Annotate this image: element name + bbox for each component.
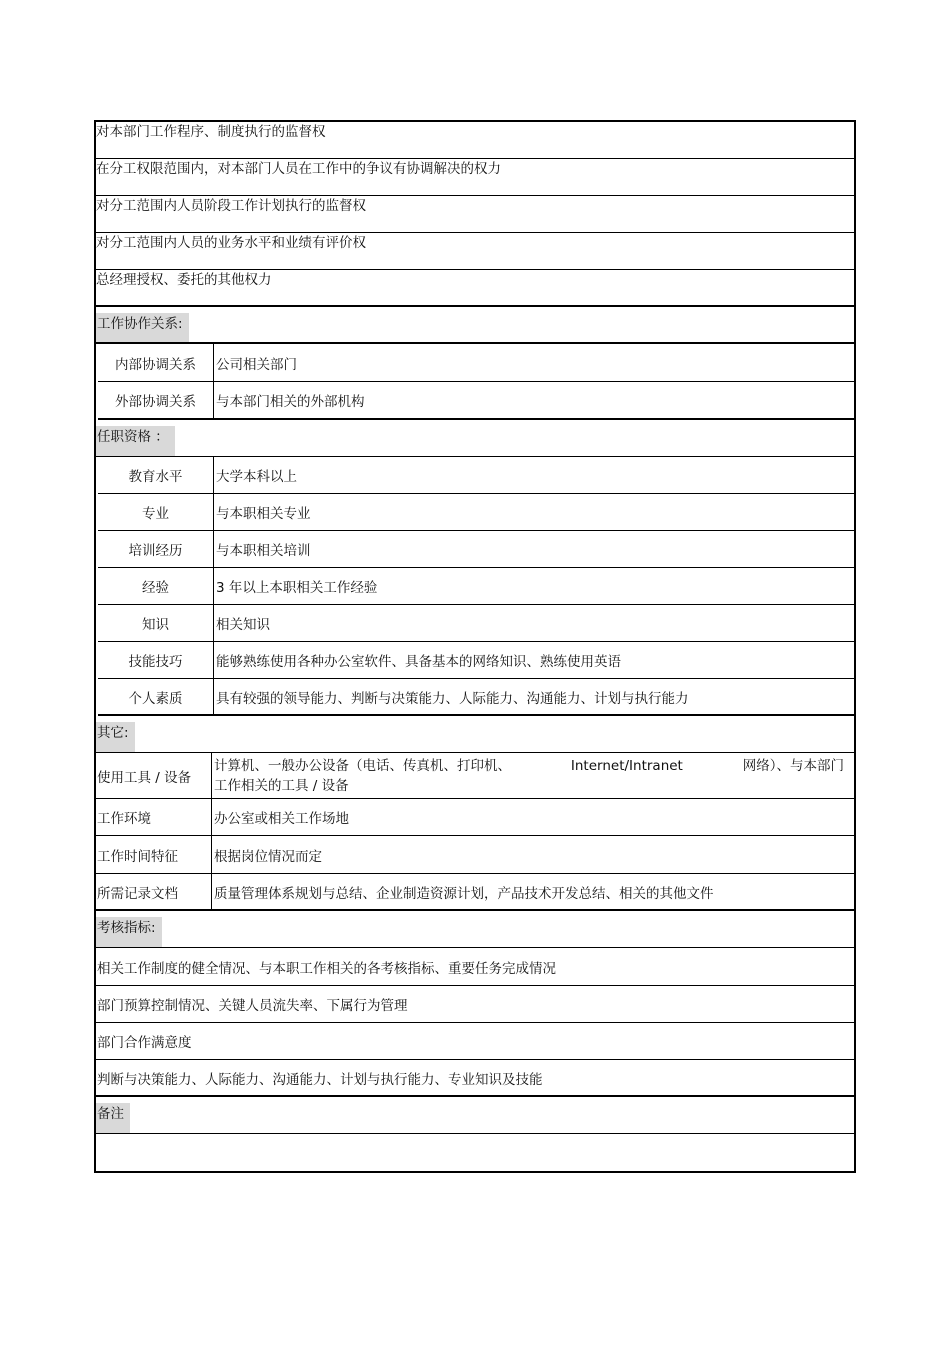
field-value [212,753,854,798]
kpi-item: 相关工作制度的健全情况、与本职工作相关的各考核指标、重要任务完成情况 [97,960,556,977]
kpi-item: 判断与决策能力、人际能力、沟通能力、计划与执行能力、专业知识及技能 [97,1071,543,1088]
kpi-row [96,1023,854,1060]
qualifications-section-header [96,420,854,457]
kpi-row [96,986,854,1023]
qualification-row [98,494,854,531]
tools-row [96,753,854,799]
section-heading: 其它: [96,722,135,752]
cooperation-section-header [96,307,854,344]
section-heading: 任职资格 ： [96,426,175,456]
authority-item: 对分工范围内人员的业务水平和业绩有评价权 [96,235,366,251]
authority-row [96,122,854,159]
authority-row [96,159,854,196]
field-value: 根据岗位情况而定 [214,848,322,865]
field-value: 3 年以上本职相关工作经验 [216,580,378,596]
field-label: 工作时间特征 [96,836,212,873]
kpi-item: 部门预算控制情况、关键人员流失率、下属行为管理 [97,998,408,1014]
field-label: 培训经历 [98,531,214,567]
authority-item: 在分工权限范围内，对本部门人员在工作中的争议有协调解决的权力 [96,161,501,177]
field-value: 相关知识 [216,617,270,633]
tools-text-part: Internet/Intranet [570,757,683,774]
field-value: 与本职相关培训 [216,543,311,559]
authority-row [96,196,854,233]
authority-item: 总经理授权、委托的其他权力 [96,272,272,288]
field-label: 个人素质 [98,679,214,714]
section-heading: 工作协作关系: [96,313,189,342]
remarks-row [96,1134,854,1171]
authority-row [96,270,854,307]
authority-row [96,233,854,270]
job-description-table [94,120,856,1173]
field-label: 使用工具 / 设备 [96,753,212,798]
section-heading: 考核指标: [96,917,162,947]
authority-item: 对本部门工作程序、制度执行的监督权 [96,124,326,140]
field-value: 与本职相关专业 [216,506,311,522]
field-value: 办公室或相关工作场地 [214,811,349,827]
field-label: 专业 [98,494,214,530]
remarks-content [96,1134,854,1171]
qualification-row [98,605,854,642]
field-value: 大学本科以上 [216,469,297,485]
field-label: 内部协调关系 [98,344,214,381]
kpi-section-header [96,911,854,948]
field-value: 与本部门相关的外部机构 [216,394,365,410]
qualification-row [98,568,854,605]
other-section-header [96,716,854,753]
cooperation-row [98,382,854,420]
tools-value-line2: 工作相关的工具 / 设备 [214,777,349,794]
field-label: 经验 [98,568,214,604]
field-label: 外部协调关系 [98,382,214,418]
cooperation-row [98,344,854,382]
qualification-row [98,679,854,716]
field-label: 技能技巧 [98,642,214,678]
tools-text-part: 网络）、与本部门 [742,757,844,774]
field-value: 质量管理体系规划与总结、企业制造资源计划，产品技术开发总结、相关的其他文件 [214,885,714,902]
field-label: 教育水平 [98,457,214,493]
qualification-row [98,531,854,568]
field-value: 具有较强的领导能力、判断与决策能力、人际能力、沟通能力、计划与执行能力 [216,690,689,707]
other-row [96,836,854,874]
section-heading: 备注 [96,1103,130,1133]
other-row [96,799,854,836]
kpi-row [96,948,854,986]
qualification-row [98,642,854,679]
remarks-section-header [96,1097,854,1134]
qualification-row [98,457,854,494]
kpi-item: 部门合作满意度 [97,1035,192,1051]
other-row [96,874,854,911]
tools-value-line1 [214,756,844,776]
authority-item: 对分工范围内人员阶段工作计划执行的监督权 [96,198,366,214]
field-value: 能够熟练使用各种办公室软件、具备基本的网络知识、熟练使用英语 [216,654,621,670]
tools-text-part: 计算机、一般办公设备（电话、传真机、打印机、 [214,757,511,774]
field-label: 所需记录文档 [96,874,212,909]
kpi-row [96,1060,854,1097]
field-label: 工作环境 [96,799,212,835]
field-label: 知识 [98,605,214,641]
field-value: 公司相关部门 [216,356,297,373]
